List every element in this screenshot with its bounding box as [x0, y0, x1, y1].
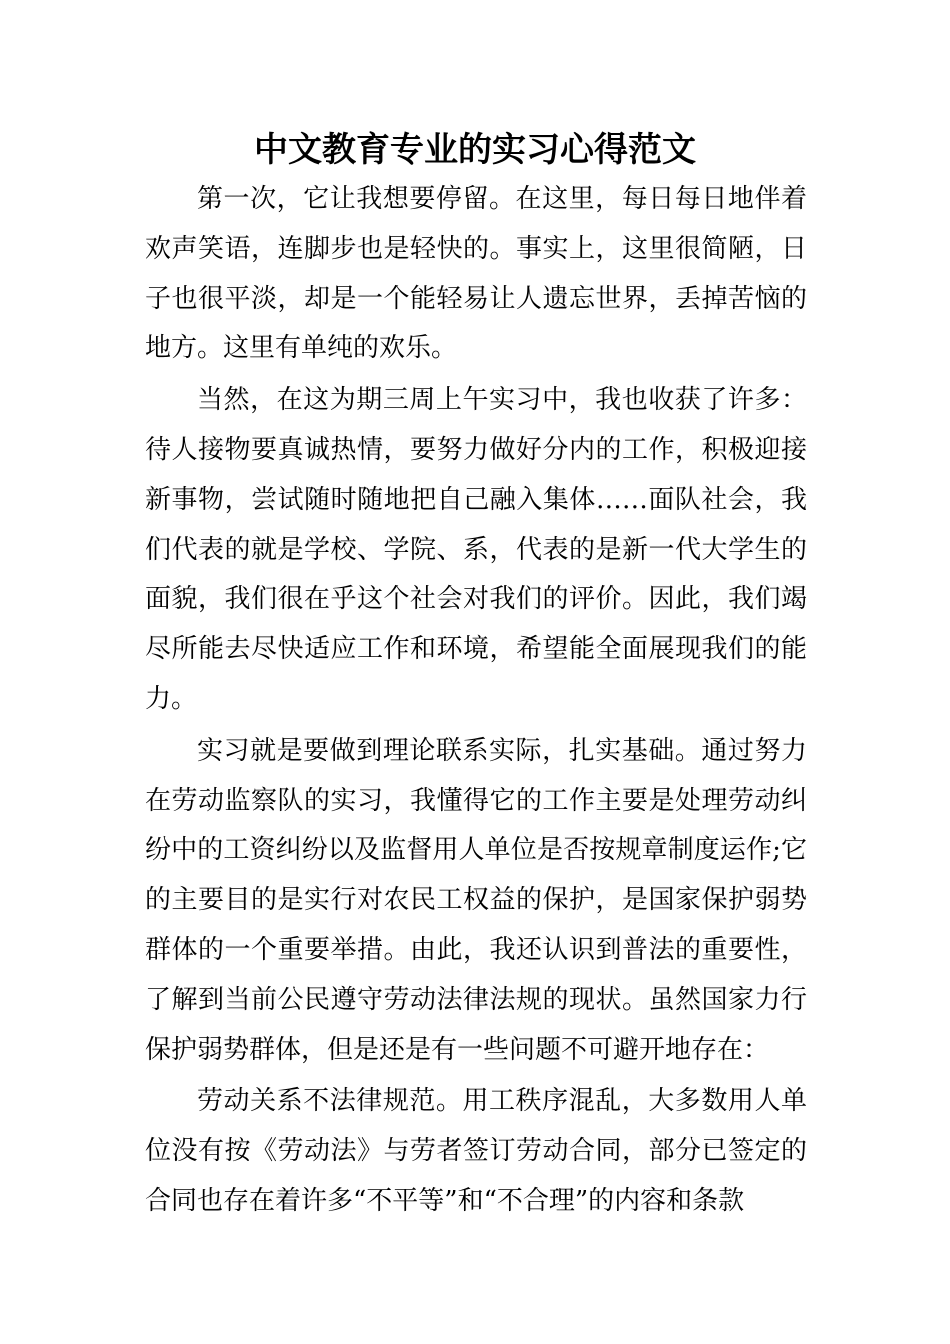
document-title: 中文教育专业的实习心得范文 — [254, 130, 696, 170]
paragraph-4: 劳动关系不法律规范。用工秩序混乱，大多数用人单位没有按《劳动法》与劳者签订劳动合同，部分已签定的合同也存在着许多“不平等”和“不合理”的内容和条款 — [145, 1086, 807, 1216]
paragraph-1: 第一次，它让我想要停留。在这里，每日每日地伴着欢声笑语，连脚步也是轻快的。事实上，这里很简陋，日子也很平淡，却是一个能轻易让人遗忘世界，丢掉苦恼的地方。这里有单纯的欢乐。 — [145, 184, 807, 364]
document-body — [145, 175, 807, 1229]
paragraph-2: 当然，在这为期三周上午实习中，我也收获了许多：待人接物要真诚热情，要努力做好分内的工作，积极迎接新事物，尝试随时随地把自己融入集体……面队社会，我们代表的就是学校、学院、系，代表的是新一代大学生的面貌，我们很在乎这个社会对我们的评价。因此，我们竭尽所能去尽快适应工作和环境，希望能全面展现我们的能力。 — [145, 385, 807, 714]
paragraph-3: 实习就是要做到理论联系实际，扎实基础。通过努力在劳动监察队的实习，我懂得它的工作主要是处理劳动纠纷中的工资纠纷以及监督用人单位是否按规章制度运作;它的主要目的是实行对农民工权益的保护，是国家保护弱势群体的一个重要举措。由此，我还认识到普法的重要性，了解到当前公民遵守劳动法律法规的现状。虽然国家力行保护弱势群体，但是还是有一些问题不可避开地存在： — [145, 735, 807, 1065]
